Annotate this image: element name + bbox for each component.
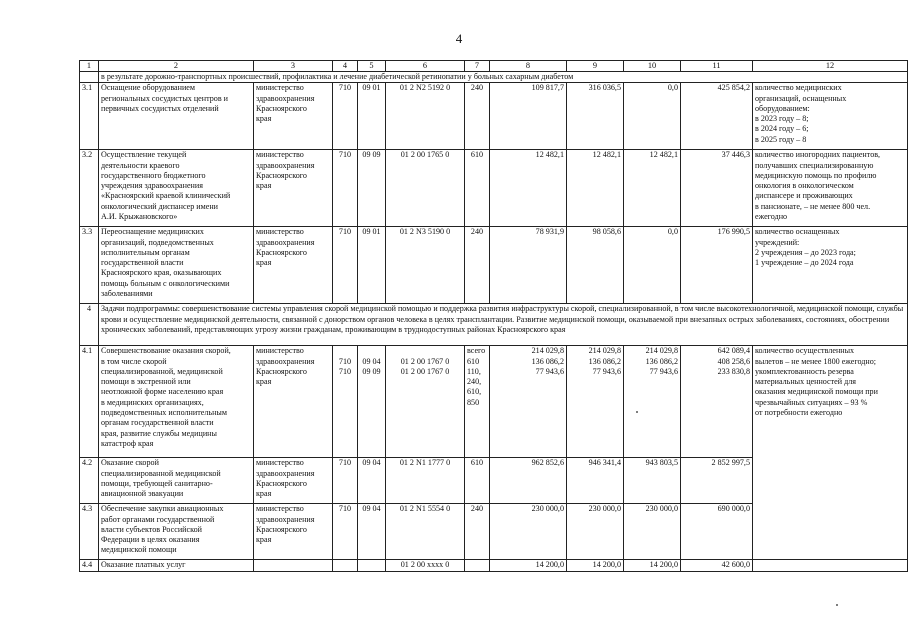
section-code: 09 04: [358, 504, 386, 560]
amount-total: [681, 346, 753, 458]
sub-value: 850: [467, 397, 480, 407]
sub-value: 110,: [467, 366, 481, 376]
section-code: 09 01: [358, 227, 386, 304]
grbs-code: 710: [333, 504, 358, 560]
target-article-code: 01 2 N1 1777 0: [386, 458, 465, 504]
executor: министерство здравоохранения Красноярского края: [254, 458, 333, 504]
amount-2024: 98 058,6: [567, 227, 624, 304]
row-number: 3.3: [80, 227, 99, 304]
expense-type-code: 240: [465, 83, 490, 150]
sub-value: [335, 346, 355, 356]
grbs-code: [333, 560, 358, 571]
expense-type-code: 240: [465, 227, 490, 304]
sub-value: 77 943,6: [535, 366, 564, 376]
expense-type-code: 240: [465, 504, 490, 560]
row-number: 3.2: [80, 150, 99, 227]
amount-2025: [624, 346, 681, 458]
expected-result: [753, 560, 908, 571]
row-number: 4.1: [80, 346, 99, 458]
section-code: 09 09: [358, 150, 386, 227]
scan-speck: [836, 604, 838, 606]
row-number: 4: [80, 304, 99, 346]
target-article-code: [386, 346, 465, 458]
sub-value: 214 029,8: [531, 346, 564, 356]
sub-value: 77 943,6: [592, 366, 621, 376]
target-article-code: 01 2 00 1765 0: [386, 150, 465, 227]
table-row: [80, 227, 908, 304]
sub-value: 214 029,8: [645, 346, 678, 356]
amount-2023: 109 817,7: [490, 83, 567, 150]
executor: [254, 560, 333, 571]
grbs-code: [333, 346, 358, 458]
header-cell: 4: [333, 61, 358, 72]
amount-2024: 14 200,0: [567, 560, 624, 571]
sub-value: 240,: [467, 377, 482, 387]
target-article-code: 01 2 N1 5554 0: [386, 504, 465, 560]
sub-value: 09 04: [362, 356, 381, 366]
expense-type-code: [465, 560, 490, 571]
measure-name: Оказание скорой специализированной медицинской помощи, требующей санитарно- авиационной эвакуации: [99, 458, 254, 504]
sub-value: 09 09: [362, 366, 381, 376]
row-number: 4.4: [80, 560, 99, 571]
page-number: 4: [455, 31, 463, 46]
executor: министерство здравоохранения Красноярского края: [254, 346, 333, 458]
amount-2023: [490, 346, 567, 458]
table-row: [80, 346, 908, 458]
header-cell: 8: [490, 61, 567, 72]
measure-name: Переоснащение медицинских организаций, подведомственных исполнительным органам государственной власти Красноярского края, оказывающих помощь больным с онкологическими заболеваниями: [99, 227, 254, 304]
amount-2025: 230 000,0: [624, 504, 681, 560]
header-cell: 10: [624, 61, 681, 72]
sub-value: всего: [467, 346, 486, 356]
target-article-code: 01 2 N2 5192 0: [386, 83, 465, 150]
sub-value: 610: [467, 356, 480, 366]
sub-value: 233 830,8: [717, 366, 750, 376]
expense-type-code: [465, 346, 490, 458]
measure-name: Оснащение оборудованием региональных сосудистых центров и первичных сосудистых отделений: [99, 83, 254, 150]
row-number: 4.2: [80, 458, 99, 504]
amount-2024: 230 000,0: [567, 504, 624, 560]
row-number: 4.3: [80, 504, 99, 560]
amount-total: 2 852 997,5: [681, 458, 753, 504]
measure-name: Оказание платных услуг: [99, 560, 254, 571]
amount-2024: 12 482,1: [567, 150, 624, 227]
amount-2023: 14 200,0: [490, 560, 567, 571]
grbs-code: 710: [333, 150, 358, 227]
grbs-code: 710: [333, 227, 358, 304]
sub-value: 610,: [467, 387, 482, 397]
header-cell: 7: [465, 61, 490, 72]
header-cell: 11: [681, 61, 753, 72]
sub-value: [388, 346, 462, 356]
grbs-code: 710: [333, 458, 358, 504]
amount-total: 42 600,0: [681, 560, 753, 571]
amount-total: 37 446,3: [681, 150, 753, 227]
scan-speck: [636, 411, 638, 413]
sub-value: [360, 346, 383, 356]
header-cell: 5: [358, 61, 386, 72]
executor: министерство здравоохранения Красноярского края: [254, 150, 333, 227]
amount-total: 176 990,5: [681, 227, 753, 304]
amount-2024: 946 341,4: [567, 458, 624, 504]
expense-type-code: 610: [465, 150, 490, 227]
measure-name: Осуществление текущей деятельности краевого государственного бюджетного учреждения здравоохранения «Красноярский краевой клинический онкологический диспансер имени А.И. Крыжановского»: [99, 150, 254, 227]
table-row: [80, 150, 908, 227]
measure-name: Совершенствование оказания скорой, в том числе скорой специализированной, медицинской помощи в экстренной или неотложной форме населению края в медицинских организациях, подведомственных исполнительным органам государственной власти края, развитие службы медицины катастроф края: [99, 346, 254, 458]
amount-2023: 230 000,0: [490, 504, 567, 560]
section-code: [358, 560, 386, 571]
sub-value: 136 086,2: [645, 356, 678, 366]
section-code: 09 04: [358, 458, 386, 504]
amount-2023: 78 931,9: [490, 227, 567, 304]
grbs-code: 710: [333, 83, 358, 150]
amount-2024: 316 036,5: [567, 83, 624, 150]
header-row: [80, 61, 908, 72]
expected-result: количество оснащенных учреждений: 2 учреждения – до 2023 года; 1 учреждение – до 2024 года: [753, 227, 908, 304]
header-cell: 6: [386, 61, 465, 72]
amount-2025: 12 482,1: [624, 150, 681, 227]
expected-result: количество медицинских организаций, оснащенных оборудованием: в 2023 году – 8; в 2024 году – 6; в 2025 году – 8: [753, 83, 908, 150]
section-code: 09 01: [358, 83, 386, 150]
amount-2023: 962 852,6: [490, 458, 567, 504]
task-row: [80, 304, 908, 346]
amount-total: 425 854,2: [681, 83, 753, 150]
executor: министерство здравоохранения Красноярского края: [254, 504, 333, 560]
sub-value: 408 258,6: [717, 356, 750, 366]
header-cell: 9: [567, 61, 624, 72]
executor: министерство здравоохранения Красноярского края: [254, 227, 333, 304]
header-cell: 12: [753, 61, 908, 72]
sub-value: 01 2 00 1767 0: [400, 356, 450, 366]
sub-value: 77 943,6: [649, 366, 678, 376]
program-table: [79, 60, 908, 572]
table-row: [80, 83, 908, 150]
section-code: [358, 346, 386, 458]
row-number: 3.1: [80, 83, 99, 150]
sub-value: 214 029,8: [588, 346, 621, 356]
amount-2025: 0,0: [624, 83, 681, 150]
header-cell: 3: [254, 61, 333, 72]
expected-result: количество иногородних пациентов, получавших специализированную медицинскую помощь по профилю онкология в онкологическом диспансере и проживающих в пансионате, – не менее 800 чел. ежегодно: [753, 150, 908, 227]
measure-name: Обеспечение закупки авиационных работ органами государственной власти субъектов Российской Федерации в целях оказания медицинской помощи: [99, 504, 254, 560]
intro-row: [80, 72, 908, 83]
target-article-code: 01 2 00 хххх 0: [386, 560, 465, 571]
executor: министерство здравоохранения Красноярского края: [254, 83, 333, 150]
intro-text: в результате дорожно-транспортных происшествий, профилактика и лечение диабетической ретинопатии у больных сахарным диабетом: [99, 72, 908, 83]
amount-2024: [567, 346, 624, 458]
sub-value: 710: [338, 366, 352, 376]
target-article-code: 01 2 N3 5190 0: [386, 227, 465, 304]
sub-value: 136 086,2: [531, 356, 564, 366]
expense-type-code: 610: [465, 458, 490, 504]
table-row: [80, 560, 908, 571]
sub-value: 642 089,4: [717, 346, 750, 356]
amount-2025: 14 200,0: [624, 560, 681, 571]
expected-result: количество осуществленных вылетов – не менее 1800 ежегодно; укомплектованность резерва материальных ценностей для оказания медицинской помощи при чрезвычайных ситуациях – 93 % от потребности ежегодно: [753, 346, 908, 560]
amount-total: 690 000,0: [681, 504, 753, 560]
amount-2025: 0,0: [624, 227, 681, 304]
header-cell: 1: [80, 61, 99, 72]
sub-value: 136 086,2: [588, 356, 621, 366]
sub-value: 710: [338, 356, 352, 366]
task-text: Задачи подпрограммы: совершенствование системы управления скорой медицинской помощью и поддержка развития инфраструктуры скорой, специализированной, в том числе высокотехнологичной, медицинской помощи, службы крови и осуществление медицинской деятельности, связанной с донорством органов человека в целях трансплантации. Развитие медицинской помощи, оказываемой при внезапных острых заболеваниях, состояниях, обострении хронических заболеваний, представляющих угрозу жизни гражданам, проживающим в труднодоступных районах Красноярского края: [99, 304, 908, 346]
sub-value: 01 2 00 1767 0: [400, 366, 450, 376]
amount-2025: 943 803,5: [624, 458, 681, 504]
amount-2023: 12 482,1: [490, 150, 567, 227]
header-cell: 2: [99, 61, 254, 72]
